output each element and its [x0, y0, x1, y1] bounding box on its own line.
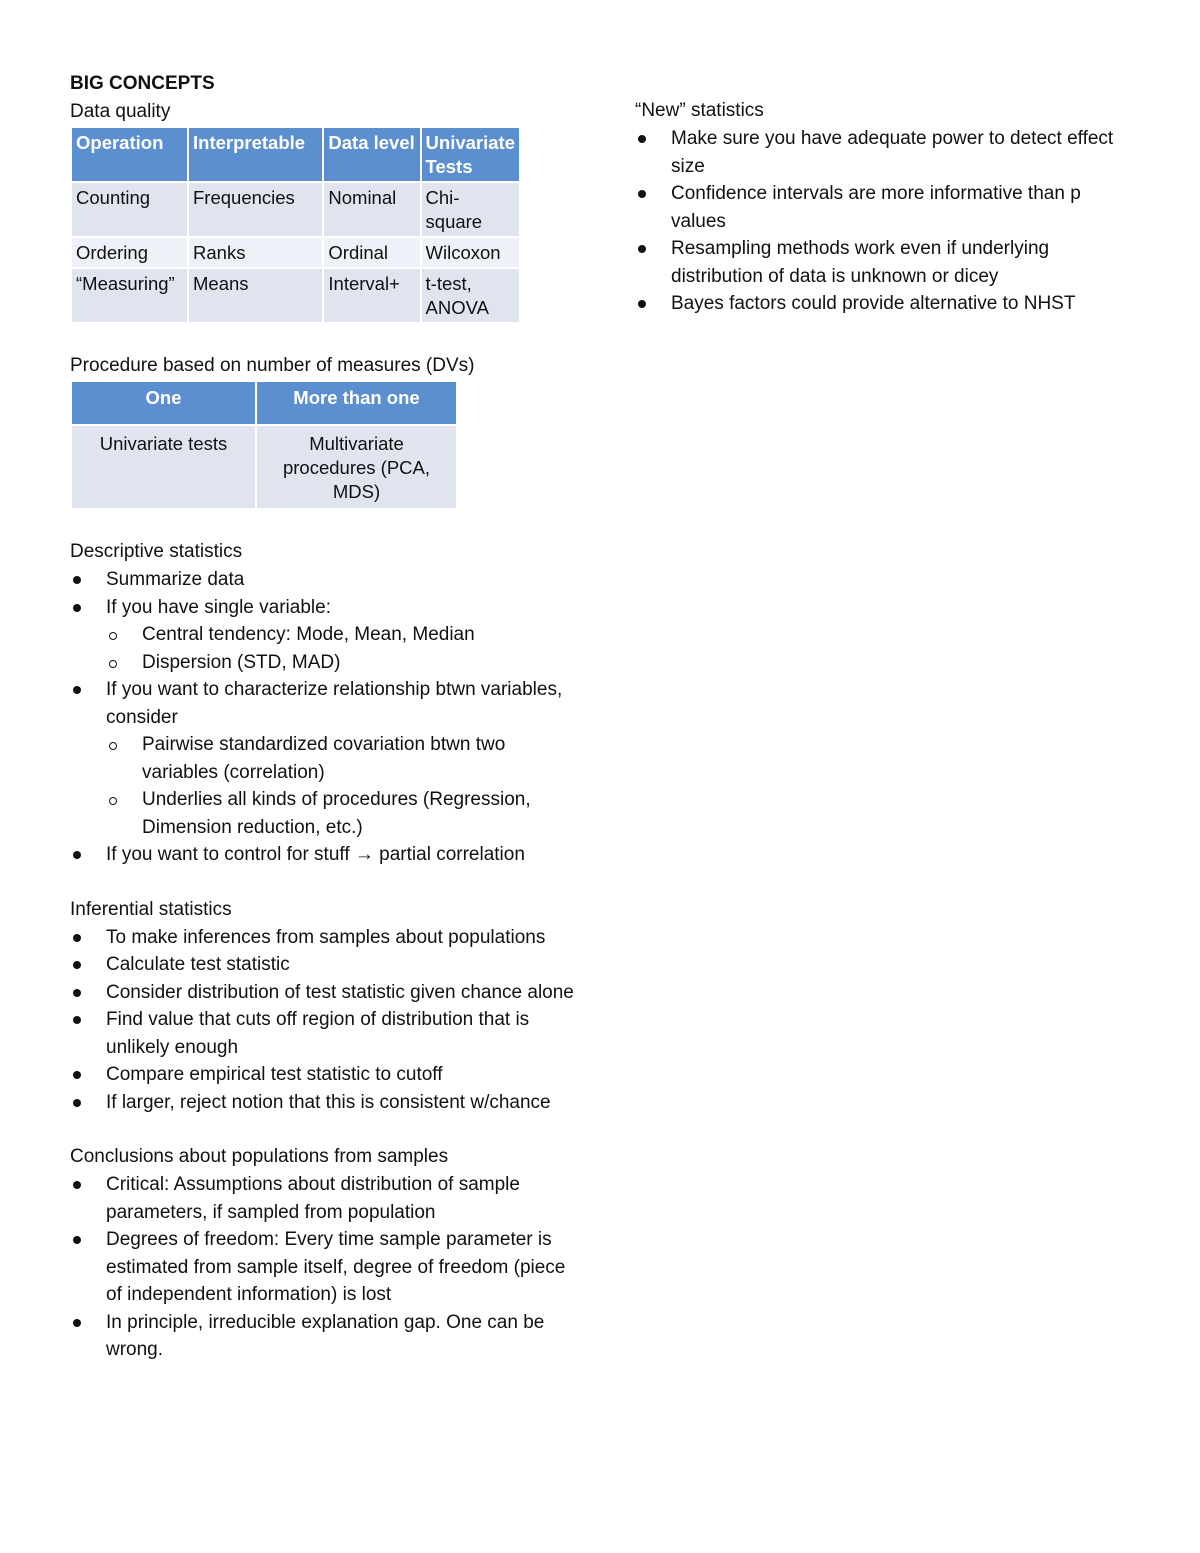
table-header-row	[71, 127, 520, 182]
sub-list-item: Dispersion (STD, MAD)	[106, 649, 580, 677]
list-item-text: If you want to characterize relationship btwn variables, consider	[106, 679, 563, 728]
table-cell: Means	[188, 268, 323, 323]
list-item: Degrees of freedom: Every time sample parameter is estimated from sample itself, degree of freedom (piece of independent information) is lost	[70, 1226, 580, 1309]
table-row	[71, 182, 520, 237]
table-cell: Chi-square	[421, 182, 520, 237]
data-quality-heading: Data quality	[70, 101, 171, 122]
list-item: In principle, irreducible explanation gap. One can be wrong.	[70, 1309, 580, 1364]
sub-list-item: Underlies all kinds of procedures (Regression, Dimension reduction, etc.)	[106, 786, 580, 841]
sub-list	[106, 731, 580, 841]
table-cell: Counting	[71, 182, 188, 237]
list-item: Bayes factors could provide alternative to NHST	[635, 290, 1135, 318]
sub-list-item: Central tendency: Mode, Mean, Median	[106, 621, 580, 649]
table-header-row	[71, 381, 457, 425]
list-item: Calculate test statistic	[70, 951, 580, 979]
data-quality-table	[70, 126, 521, 324]
list-item: Confidence intervals are more informative than p values	[635, 180, 1135, 235]
list-item: If larger, reject notion that this is consistent w/chance	[70, 1089, 580, 1117]
sub-list	[106, 621, 580, 676]
list-item: To make inferences from samples about populations	[70, 924, 580, 952]
inferential-list	[70, 924, 580, 1117]
table-cell: Ordinal	[323, 237, 420, 268]
sub-list-item: Pairwise standardized covariation btwn two variables (correlation)	[106, 731, 580, 786]
header-cell: Univariate Tests	[421, 127, 520, 182]
table-cell: “Measuring”	[71, 268, 188, 323]
header-cell: Interpretable	[188, 127, 323, 182]
descriptive-heading: Descriptive statistics	[70, 541, 243, 562]
conclusions-list	[70, 1171, 580, 1364]
table-cell: Ranks	[188, 237, 323, 268]
procedure-heading: Procedure based on number of measures (DVs)	[70, 355, 475, 376]
table-row	[71, 268, 520, 323]
list-item: Compare empirical test statistic to cutoff	[70, 1061, 580, 1089]
table-cell: Interval+	[323, 268, 420, 323]
list-item: Critical: Assumptions about distribution of sample parameters, if sampled from population	[70, 1171, 580, 1226]
header-cell: More than one	[256, 381, 457, 425]
header-cell: Data level	[323, 127, 420, 182]
table-row	[71, 425, 457, 509]
header-cell: One	[71, 381, 256, 425]
table-row	[71, 237, 520, 268]
list-item: Find value that cuts off region of distribution that is unlikely enough	[70, 1006, 580, 1061]
list-item	[70, 676, 580, 841]
table-cell: Nominal	[323, 182, 420, 237]
new-statistics-heading: “New” statistics	[635, 100, 764, 121]
table-cell: t-test, ANOVA	[421, 268, 520, 323]
inferential-heading: Inferential statistics	[70, 898, 232, 920]
header-cell: Operation	[71, 127, 188, 182]
descriptive-list	[70, 566, 580, 869]
right-column	[635, 97, 1135, 318]
table-cell: Frequencies	[188, 182, 323, 237]
table-cell: Univariate tests	[71, 425, 256, 509]
list-item-text: If you have single variable:	[106, 596, 331, 618]
conclusions-heading: Conclusions about populations from samples	[70, 1146, 449, 1167]
list-item	[70, 594, 580, 677]
table-cell: Ordering	[71, 237, 188, 268]
list-item: If you want to control for stuff → partial correlation	[70, 841, 580, 869]
table-cell: Wilcoxon	[421, 237, 520, 268]
list-item: Make sure you have adequate power to detect effect size	[635, 125, 1135, 180]
page-title: BIG CONCEPTS	[70, 73, 215, 94]
new-statistics-list	[635, 125, 1135, 318]
procedure-table	[70, 380, 458, 510]
left-column	[70, 70, 580, 1364]
list-item: Consider distribution of test statistic given chance alone	[70, 979, 580, 1007]
list-item: Summarize data	[70, 566, 580, 594]
table-cell: Multivariate procedures (PCA, MDS)	[256, 425, 457, 509]
list-item: Resampling methods work even if underlying distribution of data is unknown or dicey	[635, 235, 1135, 290]
